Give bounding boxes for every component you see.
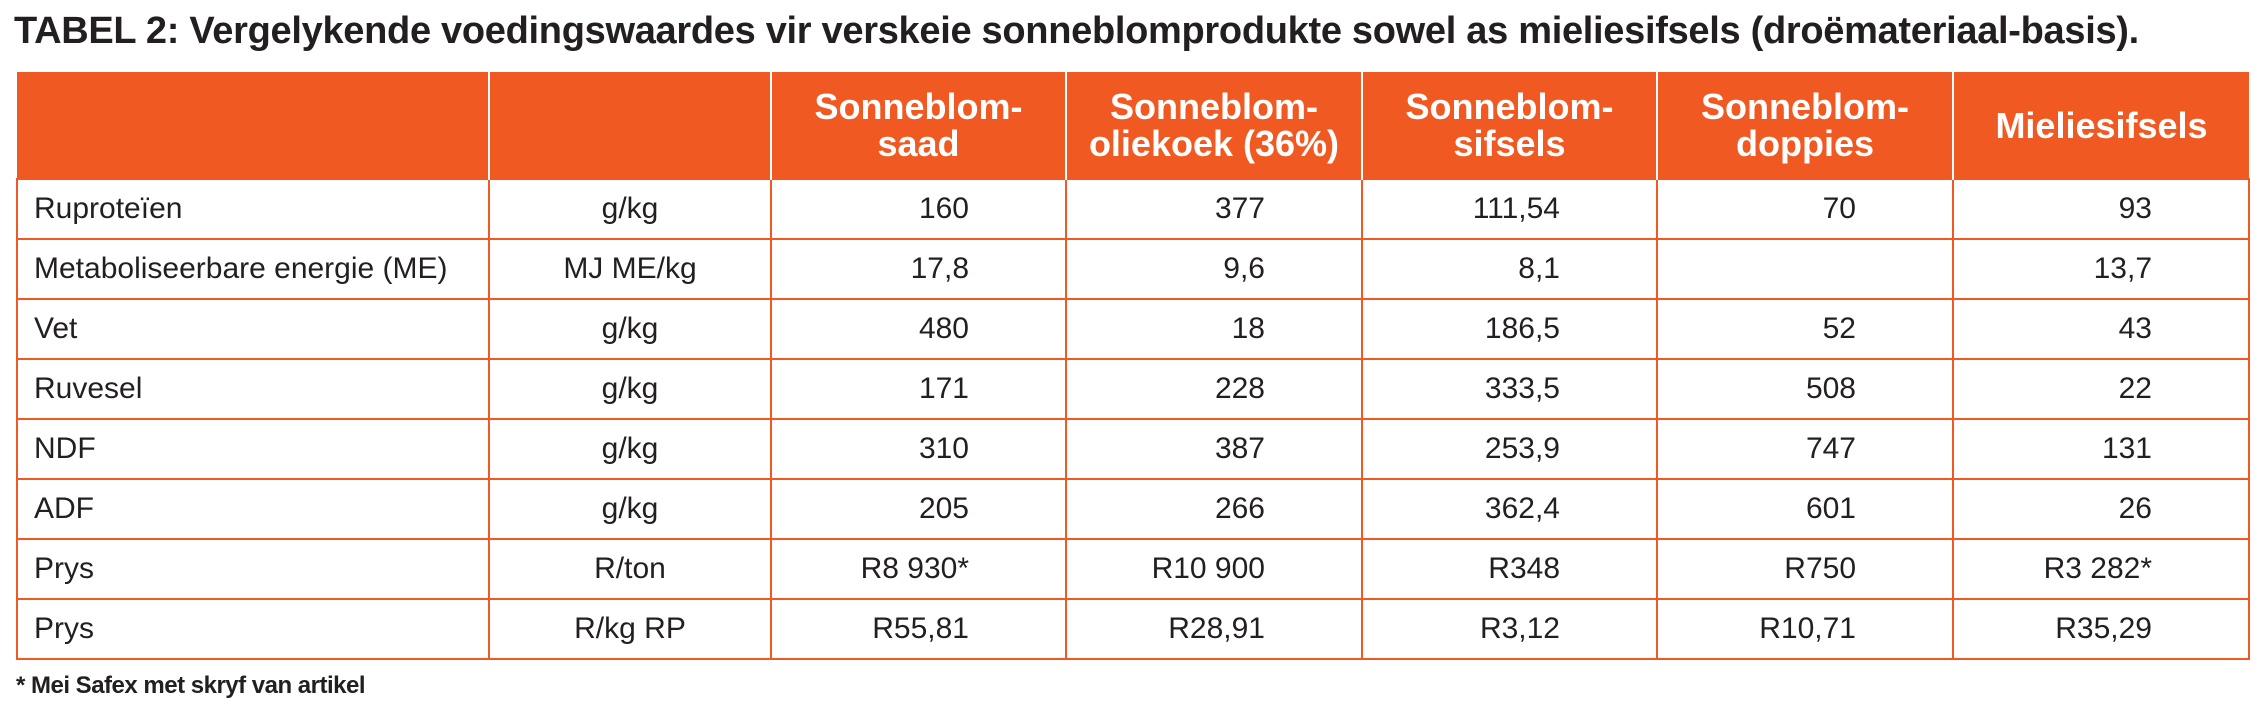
header-line: oliekoek (36%) — [1088, 123, 1340, 164]
header-row — [17, 72, 2249, 179]
cell-value — [1657, 239, 1953, 299]
cell-value: 18 — [1066, 299, 1362, 359]
cell-value: R3,12 — [1362, 599, 1657, 659]
cell-value: 52 — [1657, 299, 1953, 359]
table-row — [17, 539, 2249, 599]
table-row — [17, 239, 2249, 299]
header-line: sifsels — [1453, 123, 1566, 164]
header-sunflower-seed — [771, 72, 1066, 179]
cell-value: 186,5 — [1362, 299, 1657, 359]
footnote: * Mei Safex met skryf van artikel — [16, 672, 366, 699]
cell-value: R28,91 — [1066, 599, 1362, 659]
cell-value: 8,1 — [1362, 239, 1657, 299]
cell-value: 266 — [1066, 479, 1362, 539]
header-line: Sonneblom- — [1701, 86, 1909, 127]
row-label: Ruproteïen — [17, 179, 489, 239]
table-row — [17, 359, 2249, 419]
cell-value: 9,6 — [1066, 239, 1362, 299]
table-title: TABEL 2: Vergelykende voedingswaardes vir verskeie sonneblomprodukte sowel as mieliesifsels (droëmateriaal-basis). — [14, 10, 2139, 52]
cell-value: 111,54 — [1362, 179, 1657, 239]
cell-value: R8 930* — [771, 539, 1066, 599]
cell-value: 93 — [1953, 179, 2249, 239]
row-unit: g/kg — [489, 299, 771, 359]
header-line: Sonneblom- — [1405, 86, 1614, 127]
cell-value: 17,8 — [771, 239, 1066, 299]
header-line: saad — [877, 123, 960, 164]
header-sunflower-screenings — [1362, 72, 1657, 179]
header-sunflower-hulls — [1657, 72, 1953, 179]
header-line: doppies — [1735, 123, 1874, 164]
row-unit: R/ton — [489, 539, 771, 599]
cell-value: 377 — [1066, 179, 1362, 239]
cell-value: 601 — [1657, 479, 1953, 539]
row-unit: R/kg RP — [489, 599, 771, 659]
row-unit: MJ ME/kg — [489, 239, 771, 299]
table-row — [17, 419, 2249, 479]
row-label: Ruvesel — [17, 359, 489, 419]
header-unit — [489, 72, 771, 179]
row-unit: g/kg — [489, 419, 771, 479]
cell-value: 362,4 — [1362, 479, 1657, 539]
cell-value: 387 — [1066, 419, 1362, 479]
cell-value: 480 — [771, 299, 1066, 359]
cell-value: 508 — [1657, 359, 1953, 419]
cell-value: R10 900 — [1066, 539, 1362, 599]
table-row — [17, 599, 2249, 659]
row-unit: g/kg — [489, 479, 771, 539]
cell-value: 22 — [1953, 359, 2249, 419]
row-label: Prys — [17, 599, 489, 659]
row-label: Prys — [17, 539, 489, 599]
cell-value: 70 — [1657, 179, 1953, 239]
cell-value: 160 — [771, 179, 1066, 239]
cell-value: 228 — [1066, 359, 1362, 419]
cell-value: 131 — [1953, 419, 2249, 479]
cell-value: R750 — [1657, 539, 1953, 599]
cell-value: 310 — [771, 419, 1066, 479]
table-row — [17, 479, 2249, 539]
row-label: NDF — [17, 419, 489, 479]
row-label: Metaboliseerbare energie (ME) — [17, 239, 489, 299]
header-line: Sonneblom- — [814, 86, 1023, 127]
cell-value: R35,29 — [1953, 599, 2249, 659]
row-label: Vet — [17, 299, 489, 359]
header-maize-screenings — [1953, 72, 2249, 179]
header-line: Mieliesifsels — [1995, 104, 2208, 146]
cell-value: R3 282* — [1953, 539, 2249, 599]
header-sunflower-oilcake — [1066, 72, 1362, 179]
cell-value: 13,7 — [1953, 239, 2249, 299]
cell-value: 171 — [771, 359, 1066, 419]
cell-value: R55,81 — [771, 599, 1066, 659]
nutrition-table — [16, 72, 2250, 660]
cell-value: R10,71 — [1657, 599, 1953, 659]
cell-value: 333,5 — [1362, 359, 1657, 419]
row-label: ADF — [17, 479, 489, 539]
header-line: Sonneblom- — [1110, 86, 1318, 127]
cell-value: 26 — [1953, 479, 2249, 539]
cell-value: 253,9 — [1362, 419, 1657, 479]
cell-value: 747 — [1657, 419, 1953, 479]
cell-value: 43 — [1953, 299, 2249, 359]
table-row — [17, 179, 2249, 239]
row-unit: g/kg — [489, 359, 771, 419]
row-unit: g/kg — [489, 179, 771, 239]
table-row — [17, 299, 2249, 359]
cell-value: R348 — [1362, 539, 1657, 599]
cell-value: 205 — [771, 479, 1066, 539]
header-nutrient — [17, 72, 489, 179]
